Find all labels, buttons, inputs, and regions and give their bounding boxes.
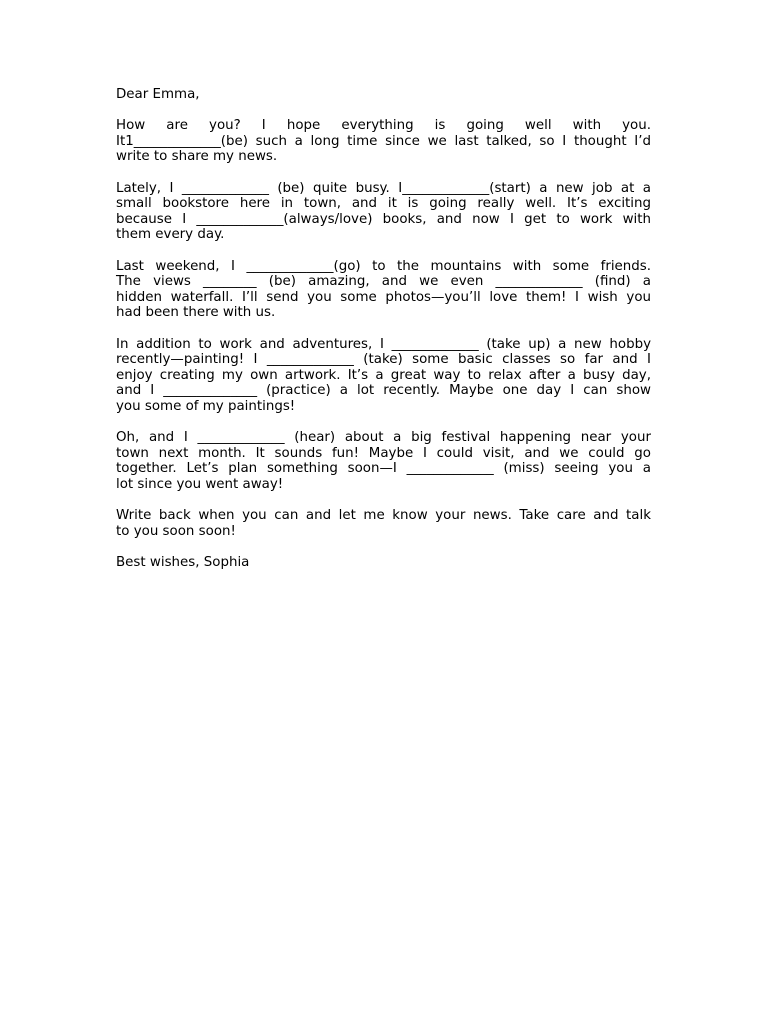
- paragraph-line: Write back when you can and let me know your news. Take care and talk: [116, 508, 651, 524]
- paragraph-line: Oh, and I _____________ (hear) about a big festival happening near your: [116, 430, 651, 446]
- closing-paragraph: [116, 555, 651, 571]
- paragraph-line: Last weekend, I _____________(go) to the mountains with some friends.: [116, 258, 651, 274]
- paragraph-line: to you soon soon!: [116, 523, 236, 539]
- paragraph-line: them every day.: [116, 227, 225, 243]
- paragraph-line: In addition to work and adventures, I _____________ (take up) a new hobby: [116, 336, 651, 352]
- paragraph-line: hidden waterfall. I’ll send you some photos—you’ll love them! I wish you: [116, 289, 651, 305]
- paragraph-line: lot since you went away!: [116, 476, 284, 492]
- closing-line: Best wishes, Sophia: [116, 554, 250, 570]
- paragraph-line: together. Let’s plan something soon—I _____________ (miss) seeing you a: [116, 461, 651, 477]
- letter-body: [116, 87, 651, 586]
- paragraph-line: because I _____________(always/love) books, and now I get to work with: [116, 211, 651, 227]
- greeting-line: Dear Emma,: [116, 87, 200, 102]
- paragraph-4: [116, 337, 651, 415]
- paragraph-3: [116, 259, 651, 321]
- paragraph-line: recently—painting! I _____________ (take) some basic classes so far and I: [116, 352, 651, 368]
- paragraph-line: town next month. It sounds fun! Maybe I could visit, and we could go: [116, 445, 651, 461]
- paragraph-1: [116, 118, 651, 165]
- paragraph-line: enjoy creating my own artwork. It’s a great way to relax after a busy day,: [116, 367, 651, 383]
- paragraph-line: write to share my news.: [116, 149, 278, 165]
- paragraph-line: How are you? I hope everything is going well with you.: [116, 118, 651, 134]
- paragraph-6: [116, 508, 651, 539]
- paragraph-line: had been there with us.: [116, 305, 276, 321]
- paragraph-line: small bookstore here in town, and it is going really well. It’s exciting: [116, 196, 651, 212]
- paragraph-line: It1_____________(be) such a long time since we last talked, so I thought I’d: [116, 133, 651, 149]
- paragraph-5: [116, 430, 651, 492]
- paragraph-line: Lately, I _____________ (be) quite busy. I_____________(start) a new job at a: [116, 180, 651, 196]
- paragraph-line: you some of my paintings!: [116, 398, 296, 414]
- paragraph-2: [116, 181, 651, 243]
- paragraph-line: The views ________ (be) amazing, and we even _____________ (find) a: [116, 274, 651, 290]
- paragraph-line: and I ______________ (practice) a lot recently. Maybe one day I can show: [116, 383, 651, 399]
- greeting-paragraph: [116, 87, 651, 103]
